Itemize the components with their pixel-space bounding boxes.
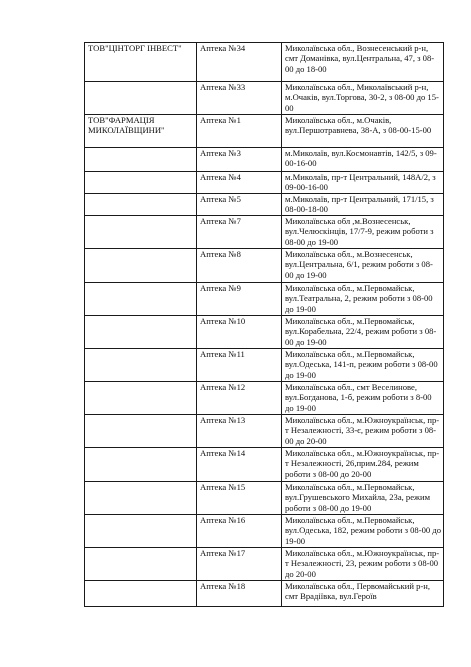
organization-cell <box>85 448 197 482</box>
pharmacy-name-cell: Аптека №12 <box>197 382 282 415</box>
pharmacy-name-cell: Аптека №4 <box>197 172 282 194</box>
address-cell: Миколаївська обл., м.Южноукраїнськ, пр-т Незалежності, 23, режим роботи з 08-00 до 20-00 <box>282 548 444 581</box>
address-cell: Миколаївська обл., м.Первомайськ, вул.Корабельна, 22/4, режим роботи з 08-00 до 19-00 <box>282 316 444 349</box>
pharmacy-name-cell: Аптека №18 <box>197 581 282 607</box>
table-row <box>85 283 444 316</box>
address-cell: Миколаївська обл., Вознесенський р-н, смт Доманівка, вул.Центральна, 47, з 08-00 до 18-00 <box>282 43 444 82</box>
address-cell: Миколаївська обл., м.Первомайськ, вул.Одеська, 182, режим роботи з 08-00 до 19-00 <box>282 515 444 548</box>
table-row <box>85 382 444 415</box>
pharmacy-name-cell: Аптека №9 <box>197 283 282 316</box>
organization-cell <box>85 194 197 216</box>
pharmacy-name-cell: Аптека №15 <box>197 482 282 515</box>
address-cell: Миколаївська обл., м.Первомайськ, вул.Одеська, 141-п, режим роботи з 08-00 до 19-00 <box>282 349 444 382</box>
table-row <box>85 148 444 172</box>
organization-cell <box>85 415 197 448</box>
table-row <box>85 194 444 216</box>
pharmacy-name-cell: Аптека №11 <box>197 349 282 382</box>
address-cell: Миколаївська обл., м.Очаків, вул.Першотравнева, 38-А, з 08-00-15-00 <box>282 115 444 148</box>
organization-cell <box>85 216 197 249</box>
address-cell: м.Миколаїв, вул.Космонавтів, 142/5, з 09-00-16-00 <box>282 148 444 172</box>
address-cell: Миколаївська обл ,м.Вознесенськ, вул.Челюскінців, 17/7-9, режим роботи з 08-00 до 19-00 <box>282 216 444 249</box>
address-cell: Миколаївська обл., смт Веселинове, вул.Богданова, 1-б, режим роботи з 8-00 до 19-00 <box>282 382 444 415</box>
table-row <box>85 448 444 482</box>
organization-cell <box>85 382 197 415</box>
pharmacy-name-cell: Аптека №16 <box>197 515 282 548</box>
organization-cell <box>85 172 197 194</box>
address-cell: Миколаївська обл., м.Южноукраїнськ, пр-т Незалежності, 26,прим.284, режим роботи з 08-00 до 20-00 <box>282 448 444 482</box>
table-row <box>85 415 444 448</box>
address-cell: Миколаївська обл., Первомайський р-н, смт Врадіївка, вул.Героїв <box>282 581 444 607</box>
pharmacy-name-cell: Аптека №5 <box>197 194 282 216</box>
organization-cell: ТОВ"ЦІНТОРГ ІНВЕСТ" <box>85 43 197 82</box>
address-cell: Миколаївська обл., Миколаївський р-н, м.Очаків, вул.Торгова, 30-2, з 08-00 до 15-00 <box>282 82 444 115</box>
organization-cell <box>85 581 197 607</box>
pharmacy-name-cell: Аптека №17 <box>197 548 282 581</box>
organization-cell <box>85 316 197 349</box>
table-row <box>85 515 444 548</box>
pharmacy-name-cell: Аптека №1 <box>197 115 282 148</box>
table-row <box>85 482 444 515</box>
address-cell: Миколаївська обл., м.Первомайськ, вул.Грушевського Михайла, 23а, режим роботи з 08-00 до 19-00 <box>282 482 444 515</box>
address-cell: м.Миколаїв, пр-т Центральний, 171/15, з 08-00-18-00 <box>282 194 444 216</box>
table-row <box>85 43 444 82</box>
organization-cell: ТОВ"ФАРМАЦІЯ МИКОЛАЇВЩИНИ" <box>85 115 197 148</box>
address-cell: Миколаївська обл., м.Вознесенськ, вул.Центральна, 6/1, режим роботи з 08-00 до 19-00 <box>282 249 444 283</box>
pharmacy-name-cell: Аптека №3 <box>197 148 282 172</box>
organization-cell <box>85 82 197 115</box>
pharmacy-name-cell: Аптека №34 <box>197 43 282 82</box>
address-cell: Миколаївська обл., м.Южноукраїнськ, пр-т Незалежності, 33-є, режим роботи з 08-00 до 20-00 <box>282 415 444 448</box>
pharmacy-name-cell: Аптека №7 <box>197 216 282 249</box>
pharmacy-table <box>84 42 444 607</box>
pharmacy-name-cell: Аптека №14 <box>197 448 282 482</box>
table-row <box>85 115 444 148</box>
address-cell: Миколаївська обл., м.Первомайськ, вул.Театральна, 2, режим роботи з 08-00 до 19-00 <box>282 283 444 316</box>
table-row <box>85 172 444 194</box>
pharmacy-name-cell: Аптека №10 <box>197 316 282 349</box>
organization-cell <box>85 249 197 283</box>
table-row <box>85 216 444 249</box>
table-row <box>85 249 444 283</box>
table-row <box>85 548 444 581</box>
table-row <box>85 316 444 349</box>
table-row <box>85 349 444 382</box>
pharmacy-name-cell: Аптека №33 <box>197 82 282 115</box>
address-cell: м.Миколаїв, пр-т Центральний, 148А/2, з 09-00-16-00 <box>282 172 444 194</box>
pharmacy-name-cell: Аптека №8 <box>197 249 282 283</box>
organization-cell <box>85 515 197 548</box>
organization-cell <box>85 283 197 316</box>
organization-cell <box>85 148 197 172</box>
table-row <box>85 82 444 115</box>
organization-cell <box>85 349 197 382</box>
organization-cell <box>85 482 197 515</box>
organization-cell <box>85 548 197 581</box>
pharmacy-name-cell: Аптека №13 <box>197 415 282 448</box>
table-row <box>85 581 444 607</box>
